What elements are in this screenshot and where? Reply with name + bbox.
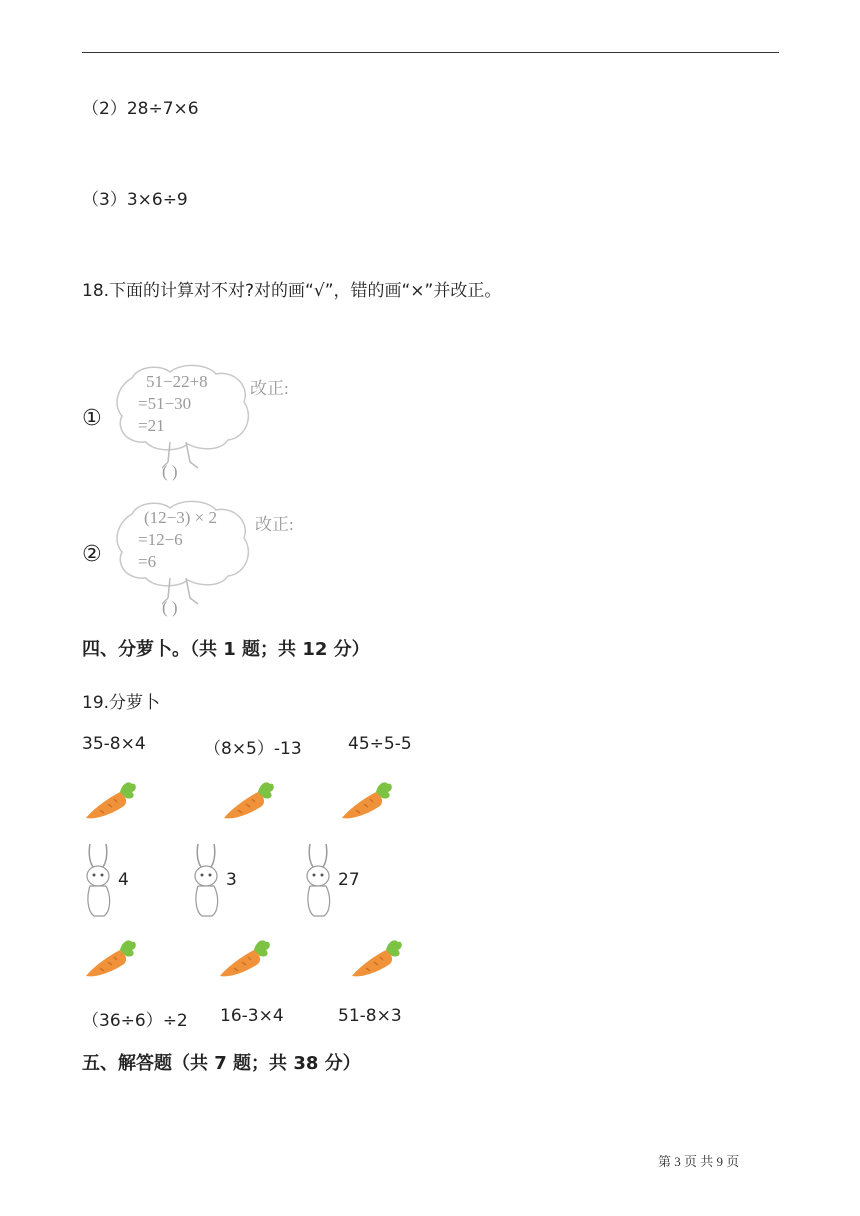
carrot-icon: [348, 938, 404, 982]
bunny-icon: [190, 842, 224, 920]
top-expression-1: 35-8×4: [82, 734, 146, 754]
bunny-number-1: 4: [118, 870, 129, 890]
bottom-expression-3: 51-8×3: [338, 1006, 402, 1026]
carrot-icon: [220, 780, 276, 824]
tree-2-line-3: =6: [138, 552, 157, 571]
tree-2-line-2: =12−6: [138, 530, 183, 549]
bunny-icon: [302, 842, 336, 920]
question-17-3: （3）3×6÷9: [82, 190, 188, 210]
bunny-number-3: 27: [338, 870, 360, 890]
section-4-heading: 四、分萝卜。（共 1 题；共 12 分）: [82, 639, 370, 660]
bunny-icon: [82, 842, 116, 920]
question-18-prompt: 18.下面的计算对不对?对的画“√”，错的画“×”并改正。: [82, 281, 502, 301]
tree-2-correction-label: 改正:: [255, 515, 294, 534]
carrot-icon: [338, 780, 394, 824]
problem-1-marker: ①: [82, 406, 102, 431]
bunny-number-2: 3: [226, 870, 237, 890]
tree-1-correction-label: 改正:: [250, 379, 289, 398]
problem-2-marker: ②: [82, 542, 102, 567]
top-expression-3: 45÷5-5: [348, 734, 412, 754]
tree-2-line-1: (12−3) × 2: [144, 508, 217, 527]
question-19-title: 19.分萝卜: [82, 693, 161, 713]
page-footer: 第 3 页 共 9 页: [658, 1154, 740, 1169]
tree-1-answer-paren: ( ): [162, 462, 178, 481]
carrot-icon: [82, 780, 138, 824]
top-expression-2: （8×5）-13: [204, 739, 302, 759]
bottom-expression-2: 16-3×4: [220, 1006, 284, 1026]
tree-2-answer-paren: ( ): [162, 598, 178, 617]
carrot-icon: [82, 938, 138, 982]
section-5-heading: 五、解答题（共 7 题；共 38 分）: [82, 1053, 361, 1074]
question-17-2: （2）28÷7×6: [82, 99, 199, 119]
carrot-icon: [216, 938, 272, 982]
bottom-expression-1: （36÷6）÷2: [82, 1011, 188, 1031]
tree-1-line-3: =21: [138, 416, 165, 435]
tree-1-line-2: =51−30: [138, 394, 192, 413]
header-rule: [82, 52, 779, 53]
tree-1-line-1: 51−22+8: [146, 372, 208, 391]
